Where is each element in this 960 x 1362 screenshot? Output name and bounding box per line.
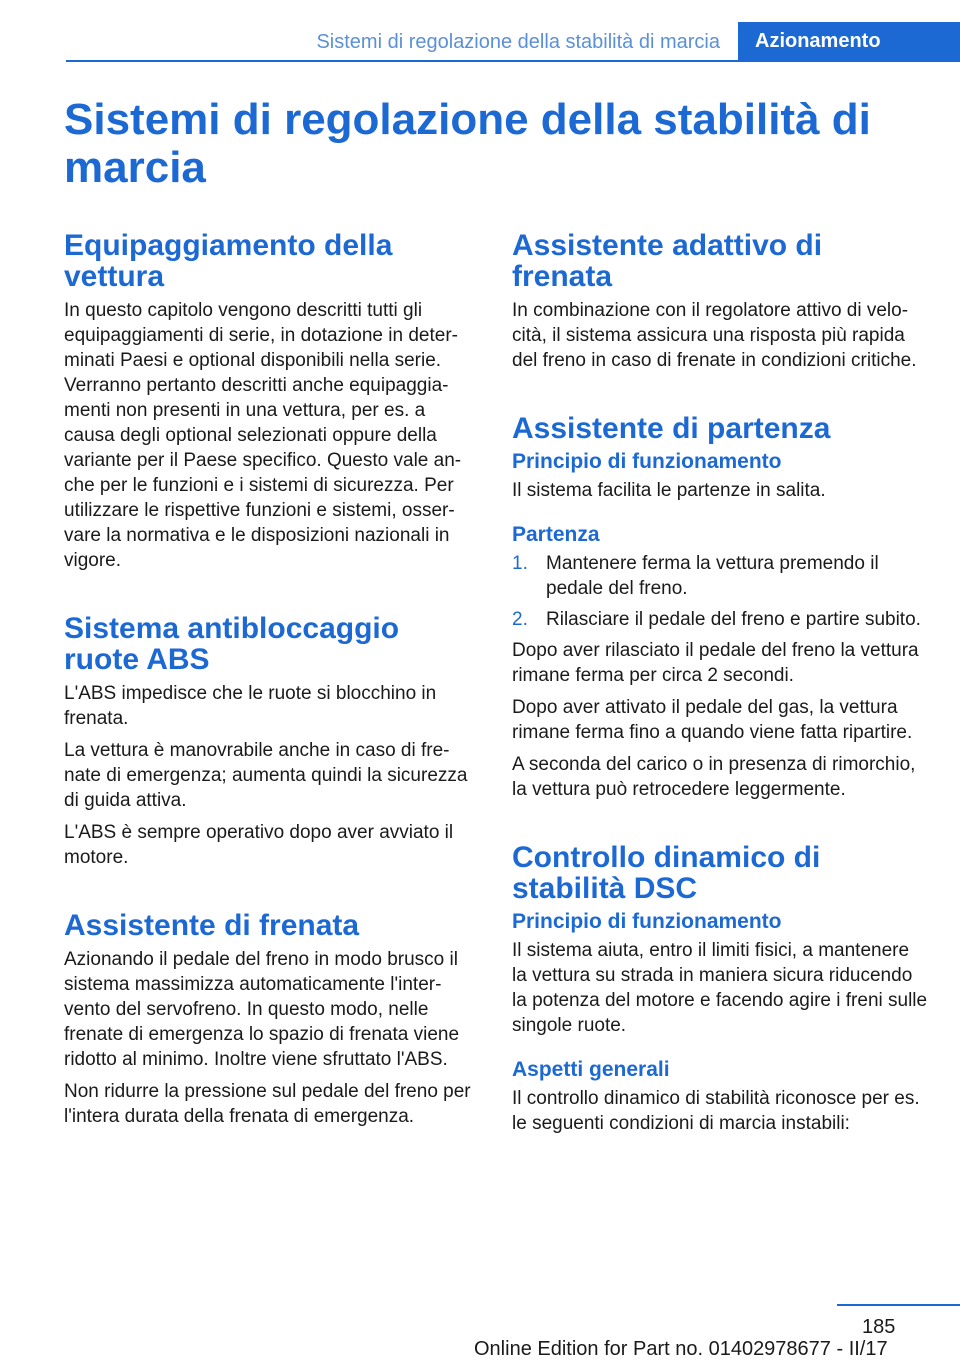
adaptive-brake-heading: Assistente adattivo di frenata	[512, 229, 823, 293]
brake-assist-paragraph-2: Non ridurre la pressione sul pedale del freno per l'intera durata della frenata di emergenza.	[64, 1081, 471, 1127]
brake-assist-heading: Assistente di frenata	[64, 909, 360, 942]
edition-note: Online Edition for Part no. 01402978677 - II/17	[474, 1338, 888, 1360]
header-divider	[66, 60, 960, 62]
start-paragraph-3: A seconda del carico o in presenza di rimorchio, la vettura può retrocedere leggermente.	[512, 754, 916, 800]
dsc-principle-text: Il sistema aiuta, entro il limiti fisici, a mantenere la vettura su strada in maniera sicura riducendo la potenza del motore e facendo agire i freni sulle singole ruote.	[512, 940, 928, 1036]
start-paragraph-1: Dopo aver rilasciato il pedale del freno la vettura rimane ferma per circa 2 secondi.	[512, 640, 919, 686]
start-assist-heading: Assistente di partenza	[512, 412, 831, 445]
left-column	[64, 230, 480, 1136]
running-header-tab: Azionamento	[738, 22, 960, 62]
dsc-general-text: Il controllo dinamico di stabilità riconosce per es. le seguenti condizioni di marcia instabili:	[512, 1088, 920, 1134]
equipment-text: In questo capitolo vengono descritti tutti gli equipaggiamenti di serie, in dotazione in determinati Paesi e optional disponibili nella serie. Verranno pertanto descritti anche equipaggiamenti non presenti in una vettura, per es. a causa degli optional selezionati oppure della variante per il Paese specifico. Questo vale anche per le funzioni e i sistemi di sicurezza. Per utilizzare le rispettive funzioni e sistemi, osservare la normativa e le disposizioni nazionali in vigore.	[64, 300, 462, 571]
abs-paragraph-1: L'ABS impedisce che le ruote si blocchino in frenata.	[64, 683, 437, 729]
start-steps-list	[512, 551, 928, 632]
start-principle-heading: Principio di funzionamento	[512, 450, 782, 473]
footer-divider	[837, 1304, 960, 1306]
adaptive-brake-text: In combinazione con il regolatore attivo di velocità, il sistema assicura una risposta più rapida del freno in caso di frenate in condizioni critiche.	[512, 300, 917, 371]
list-item	[512, 607, 928, 632]
equipment-heading: Equipaggiamento della vettura	[64, 229, 393, 293]
abs-paragraph-3: L'ABS è sempre operativo dopo aver avviato il motore.	[64, 822, 454, 868]
start-sub-heading: Partenza	[512, 523, 600, 546]
start-principle-text: Il sistema facilita le partenze in salita.	[512, 480, 826, 501]
right-column	[512, 230, 928, 1143]
running-header-section: Sistemi di regolazione della stabilità di marcia	[316, 31, 720, 53]
step-number: 2.	[512, 609, 528, 630]
step-number: 1.	[512, 553, 528, 574]
step-text: Rilasciare il pedale del freno e partire subito.	[546, 609, 921, 630]
start-paragraph-2: Dopo aver attivato il pedale del gas, la vettura rimane ferma fino a quando viene fatta ripartire.	[512, 697, 913, 743]
brake-assist-paragraph-1: Azionando il pedale del freno in modo brusco il sistema massimizza automaticamente l'intervento del servofreno. In questo modo, nelle frenate di emergenza lo spazio di frenata viene ridotto al minimo. Inoltre viene sfruttato l'ABS.	[64, 949, 460, 1070]
abs-paragraph-2: La vettura è manovrabile anche in caso di frenate di emergenza; aumenta quindi la sicurezza di guida attiva.	[64, 740, 468, 811]
dsc-general-heading: Aspetti generali	[512, 1058, 670, 1081]
abs-heading: Sistema antibloccaggio ruote ABS	[64, 612, 400, 676]
step-text: Mantenere ferma la vettura premendo il pedale del freno.	[546, 553, 879, 599]
page-title: Sistemi di regolazione della stabilità di marcia	[64, 95, 871, 192]
dsc-principle-heading: Principio di funzionamento	[512, 910, 782, 933]
dsc-heading: Controllo dinamico di stabilità DSC	[512, 841, 821, 905]
page-number: 185	[862, 1316, 896, 1338]
list-item	[512, 551, 928, 601]
